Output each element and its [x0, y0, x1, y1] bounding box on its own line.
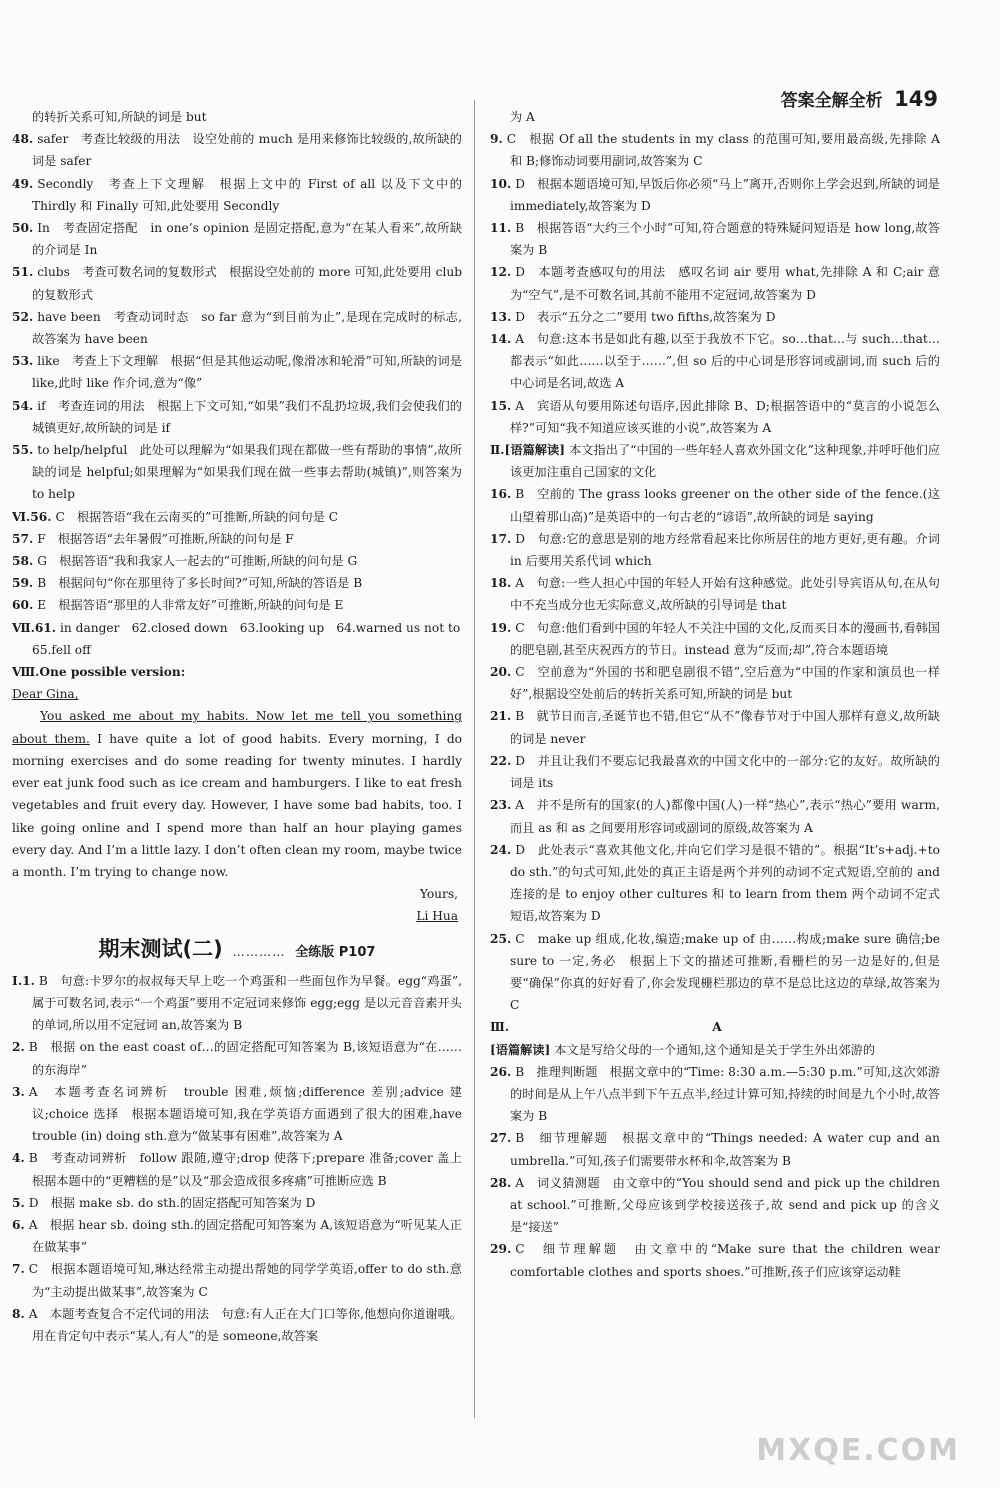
answer-text: 65.fell off — [32, 642, 91, 657]
answer-text: safer 考查比较级的用法 设空处前的 much 是用来修饰比较级的,故所缺的词是 safer — [32, 132, 462, 169]
answer-number: 19. — [490, 620, 512, 635]
answer-text: A 词义猜测题 由文章中的“You should send and pick up the children at school.”可推断,父母应该到学校接送孩子,故 send and pick up 的含义是“接送” — [510, 1175, 940, 1235]
answer-text: B 根据问句“你在那里待了多长时间?”可知,所缺的答语是 B — [37, 576, 363, 591]
letter-signature: Li Hua — [416, 909, 458, 924]
answer-number: 14. — [490, 332, 512, 347]
answer-number: 22. — [490, 753, 512, 768]
answer-item — [490, 328, 940, 395]
answer-item — [12, 594, 462, 616]
answer-item — [12, 528, 462, 550]
answer-text: if 考查连词的用法 根据上下文可知,“如果”我们不乱扔垃圾,我们会使我们的城镇更好,故所缺的词是 if — [32, 398, 462, 435]
answer-number: 48. — [12, 132, 34, 147]
answer-number: 52. — [12, 309, 34, 324]
letter-body — [12, 705, 462, 883]
answer-number: 27. — [490, 1131, 512, 1146]
answer-item — [12, 106, 462, 128]
answer-number: 11. — [490, 221, 512, 236]
answer-item — [12, 217, 462, 261]
answer-text: in danger 62.closed down 63.looking up 64.warned us not to — [60, 620, 461, 635]
writing-heading: Ⅷ.One possible version: — [12, 665, 186, 680]
answer-number: 3. — [12, 1084, 25, 1099]
answer-item — [490, 705, 940, 749]
answer-number: 24. — [490, 842, 512, 857]
answer-item — [490, 106, 940, 128]
answer-item — [12, 1147, 475, 1191]
answer-text: Secondly 考查上下文理解 根据上文中的 First of all 以及下文中的 Thirdly 和 Finally 可知,此处要用 Secondly — [32, 176, 462, 213]
answer-text: 的转折关系可知,所缺的词是 but — [32, 110, 207, 124]
passage-text-2: 本文是写给父母的一个通知,这个通知是关于学生外出郊游的 — [554, 1042, 876, 1057]
answer-number: 13. — [490, 309, 512, 324]
answer-item — [490, 1127, 940, 1171]
answer-number: 58. — [12, 554, 34, 569]
test-title: 期末测试(二) — [98, 936, 223, 961]
answer-text: B 根据 on the east coast of…的固定搭配可知答案为 B,该短语意为“在……的东海岸” — [28, 1040, 462, 1077]
answer-list-part1 — [12, 106, 462, 661]
section-3-letter: A — [712, 1020, 722, 1035]
answer-item — [490, 572, 940, 616]
answer-item — [12, 506, 462, 528]
answer-item — [490, 306, 940, 328]
answer-number: 21. — [490, 709, 512, 724]
letter-closing: Yours, — [419, 887, 458, 902]
answer-text: 为 A — [510, 110, 535, 124]
answer-item — [12, 617, 462, 639]
passage-label-2: [语篇解读] — [490, 1042, 551, 1057]
answer-text: have been 考查动词时态 so far 意为“到目前为止”,是现在完成时的标志,故答案为 have been — [32, 309, 462, 347]
answer-item — [12, 1192, 462, 1214]
answer-text: B 推理判断题 根据文章中的“Time: 8:30 a.m.—5:30 p.m.”可知,这次郊游的时间是从上午八点半到下午五点半,经过计算可知,持续的时间是九个小时,故答案为 B — [510, 1064, 940, 1124]
column-divider — [474, 100, 475, 1418]
answer-text: C 句意:他们看到中国的年轻人不关注中国的文化,反而买日本的漫画书,看韩国的肥皂剧,甚至庆祝西方的节日。instead 意为“反而;却”,符合本题语境 — [510, 620, 940, 657]
answer-number: 50. — [12, 221, 34, 236]
answer-number: 23. — [490, 798, 512, 813]
section-3-heading: Ⅲ. A — [490, 1016, 940, 1038]
answer-text: C 根据本题语境可知,琳达经常主动提出帮她的同学学英语,offer to do sth.意为“主动提出做某事”,故答案为 C — [28, 1262, 462, 1299]
answer-text: A 并不是所有的国家(的人)都像中国(人)一样“热心”,表示“热心”要用 warm,而且 as 和 as 之间要用形容词或副词的原级,故答案为 A — [510, 798, 940, 835]
answer-item — [12, 350, 462, 394]
answer-text: D 此处表示“喜欢其他文化,并向它们学习是很不错的”。根据“It’s+adj.+to do sth.”的句式可知,此处的真正主语是两个并列的动词不定式短语,空前的 and 连接的是 to enjoy other cultures 和 to learn from them 两个动词不定式短语,故答案为 D — [510, 842, 940, 924]
answer-list-part3 — [490, 106, 940, 439]
answer-item — [490, 261, 940, 305]
answer-item — [490, 617, 940, 661]
test-title-dots: ………… — [232, 944, 286, 959]
answer-item — [490, 1172, 940, 1239]
answer-text: B 考查动词辨析 follow 跟随,遵守;drop 使落下;prepare 准备;cover 盖上 根据本题中的“更糟糕的是”以及“那会造成很多疼痛”可推断应选 B — [28, 1151, 475, 1188]
answer-number: 54. — [12, 398, 34, 413]
answer-item — [12, 1214, 462, 1258]
answer-item — [12, 306, 462, 350]
answer-item — [490, 750, 940, 794]
answer-number: 2. — [12, 1040, 25, 1055]
answer-item — [490, 128, 940, 172]
answer-number: Ⅵ.56. — [12, 509, 52, 524]
answer-text: C 细节理解题 由文章中的“Make sure that the children wear comfortable clothes and sports shoes.”可推断,孩子们应该穿运动鞋 — [510, 1242, 940, 1279]
test-title-bar — [12, 938, 462, 964]
answer-item — [12, 1036, 462, 1080]
answer-text: D 并且让我们不要忘记我最喜欢的中国文化中的一部分:它的友好。故所缺的词是 its — [510, 753, 940, 791]
answer-text: C 根据答语“我在云南买的”可推断,所缺的问句是 C — [55, 509, 339, 524]
answer-text: A 根据 hear sb. doing sth.的固定搭配可知答案为 A,该短语意为“听见某人正在做某事” — [28, 1217, 462, 1255]
passage-summary-2 — [490, 1039, 940, 1061]
passage-summary-1 — [490, 439, 940, 483]
answer-text: B 根据答语“大约三个小时”可知,符合题意的特殊疑问短语是 how long,故答案为 B — [510, 221, 940, 258]
letter-body-rest: I have quite a lot of good habits. Every morning, I do morning exercises and do some reading for twenty minutes. I hardly ever eat junk food such as ice cream and hamburgers. I like to eat fresh vegetables and fruit every day. However, I have some bad habits, too. I like going online and I spend more than half an hour playing games every day. And I’m a little lazy. I don’t often clean my room, maybe twice a month. I’m trying to change now. — [12, 731, 462, 879]
page-number: 149 — [894, 87, 938, 111]
header-title: 答案全解全析 — [780, 91, 883, 111]
watermark-logo: MXQE.COM — [756, 1433, 960, 1468]
answer-item — [12, 639, 462, 661]
answer-list-part2 — [12, 970, 475, 1347]
answer-number: 20. — [490, 665, 512, 680]
answer-item — [490, 839, 940, 928]
answer-text: like 考查上下文理解 根据“但是其他运动呢,像滑冰和轮滑”可知,所缺的词是 like,此时 like 作介词,意为“像” — [32, 354, 462, 391]
answer-item — [12, 395, 462, 439]
answer-number: 25. — [490, 931, 512, 946]
answer-text: C 空前意为“外国的书和肥皂剧很不错”,空后意为“中国的作家和演员也一样好”,根据设空处前后的转折关系可知,所缺的词是 but — [510, 665, 940, 702]
answer-text: A 句意:这本书是如此有趣,以至于我放不下它。so…that…与 such…that…都表示“如此……以至于……”,但 so 后的中心词是形容词或副词,而 such 后的中心词是名词,故选 A — [510, 332, 940, 391]
answer-number: 10. — [490, 176, 512, 191]
answer-number: 49. — [12, 176, 34, 191]
answer-item — [12, 1081, 462, 1148]
answer-number: 7. — [12, 1262, 25, 1277]
answer-number: 55. — [12, 443, 34, 458]
answer-text: to help/helpful 此处可以理解为“如果我们现在都做一些有帮助的事情”,故所缺的词是 helpful;如果理解为“如果我们现在做一些事去帮助(城镇)”,则答案为 to help — [32, 443, 462, 502]
letter-greeting: Dear Gina, — [12, 687, 79, 702]
answer-number: 6. — [12, 1217, 25, 1232]
answer-text: E 根据答语“那里的人非常友好”可推断,所缺的问句是 E — [37, 598, 344, 613]
answer-text: C 根据 Of all the students in my class 的范围可知,要用最高级,先排除 A 和 B;修饰动词要用副词,故答案为 C — [506, 132, 940, 169]
answer-number: 53. — [12, 354, 34, 369]
left-column — [12, 106, 475, 1347]
answer-text: D 句意:它的意思是别的地方经常看起来比你所居住的地方更好,更有趣。介词 in 后要用关系代词 which — [510, 531, 940, 569]
answer-item — [490, 217, 940, 261]
test-edition: 全练版 P107 — [295, 944, 376, 960]
answer-text: C make up 组成,化妆,编造;make up of 由……构成;make sure 确信;be sure to 一定,务必 根据上下文的描述可推断,看栅栏的另一边是好的,但是要“确保”你真的好好看了,你会发现栅栏那边的草不是总比这边的草绿,故答案为 C — [510, 931, 940, 1013]
answer-number: 51. — [12, 265, 34, 280]
answer-item — [490, 395, 940, 439]
answer-number: 16. — [490, 487, 512, 502]
answer-text: A 本题考查名词辨析 trouble 困难,烦恼;difference 差别;advice 建议;choice 选择 根据本题语境可知,我在学英语方面遇到了很大的困难,have trouble (in) doing sth.意为“做某事有困难”,故答案为 A — [28, 1084, 462, 1144]
answer-number: 60. — [12, 598, 34, 613]
answer-number: 26. — [490, 1064, 512, 1079]
answer-text: F 根据答语“去年暑假”可推断,所缺的问句是 F — [37, 531, 294, 546]
answer-text: B 细节理解题 根据文章中的“Things needed: A water cup and an umbrella.”可知,孩子们需要带水杯和伞,故答案为 B — [510, 1131, 940, 1168]
answer-item — [12, 550, 462, 572]
answer-item — [490, 928, 940, 1017]
answer-list-part5 — [490, 1061, 940, 1283]
answer-text: B 就节日而言,圣诞节也不错,但它“从不”像春节对于中国人那样有意义,故所缺的词是 never — [510, 709, 940, 746]
answer-text: In 考查固定搭配 in one’s opinion 是固定搭配,意为“在某人看来”,故所缺的介词是 In — [32, 221, 462, 258]
answer-list-part4 — [490, 483, 940, 1016]
answer-item — [490, 528, 940, 572]
answer-item — [490, 483, 940, 527]
answer-text: A 宾语从句要用陈述句语序,因此排除 B、D;根据答语中的“莫言的小说怎么样?”可知“我不知道应该买谁的小说”,故答案为 A — [510, 398, 940, 435]
answer-text: G 根据答语“我和我家人一起去的”可推断,所缺的问句是 G — [37, 554, 358, 569]
answer-item — [490, 1061, 940, 1128]
answer-number: 4. — [12, 1151, 25, 1166]
answer-text: B 句意:卡罗尔的叔叔每天早上吃一个鸡蛋和一些面包作为早餐。egg“鸡蛋”,属于可数名词,表示“一个鸡蛋”要用不定冠词来修饰 egg;egg 是以元音音素开头的单词,所以用不定冠词 an,故答案为 B — [32, 973, 463, 1033]
answer-number: 5. — [12, 1195, 25, 1210]
answer-text: D 根据本题语境可知,早饭后你必须“马上”离开,否则你上学会迟到,所缺的词是 immediately,故答案为 D — [510, 176, 940, 213]
passage-text-1: 本文指出了“中国的一些年轻人喜欢外国文化”这种现象,并呼吁他们应该更加注重自己国家的文化 — [510, 443, 940, 480]
answer-item — [490, 661, 940, 705]
answer-text: A 本题考查复合不定代词的用法 句意:有人正在大门口等你,他想向你道谢哦。用在肯定句中表示“某人,有人”的是 someone,故答案 — [28, 1306, 462, 1343]
answer-item — [12, 1303, 462, 1347]
answer-item — [490, 1238, 940, 1282]
letter-body-underlined: You asked me about my habits. Now let me tell you something about them. — [12, 709, 462, 746]
answer-number: 59. — [12, 576, 34, 591]
answer-item — [490, 173, 940, 217]
answer-number: Ⅰ.1. — [12, 973, 35, 988]
answer-item — [12, 572, 462, 594]
answer-item — [12, 261, 462, 305]
answer-number: 15. — [490, 398, 512, 413]
answer-text: D 表示“五分之二”要用 two fifths,故答案为 D — [515, 309, 776, 324]
answer-number: 28. — [490, 1175, 512, 1190]
answer-number: 57. — [12, 531, 34, 546]
answer-text: D 根据 make sb. do sth.的固定搭配可知答案为 D — [28, 1195, 316, 1210]
answer-text: B 空前的 The grass looks greener on the other side of the fence.(这山望着那山高)”是英语中的一句古老的“谚语”,故所缺的词是 saying — [510, 487, 940, 524]
right-column — [490, 106, 940, 1283]
answer-item — [12, 439, 462, 506]
answer-item — [12, 970, 462, 1037]
answer-number: 17. — [490, 531, 512, 546]
passage-label-1: Ⅱ.[语篇解读] — [490, 443, 566, 458]
answer-number: 8. — [12, 1306, 25, 1321]
answer-text: A 句意:一些人担心中国的年轻人开始有这种感觉。此处引导宾语从句,在从句中不充当成分也无实际意义,故所缺的引导词是 that — [510, 576, 940, 613]
answer-item — [12, 1258, 462, 1302]
answer-item — [12, 173, 462, 217]
answer-item — [490, 794, 940, 838]
answer-text: clubs 考查可数名词的复数形式 根据设空处前的 more 可知,此处要用 club 的复数形式 — [32, 265, 462, 302]
writing-sample — [12, 661, 462, 927]
answer-text: D 本题考查感叹句的用法 感叹名词 air 要用 what,先排除 A 和 C;air 意为“空气”,是不可数名词,其前不能用不定冠词,故答案为 D — [510, 265, 940, 302]
answer-item — [12, 128, 462, 172]
answer-number: 12. — [490, 265, 512, 280]
answer-number: 18. — [490, 576, 512, 591]
answer-number: 29. — [490, 1242, 512, 1257]
answer-number: 9. — [490, 132, 503, 147]
answer-number: Ⅶ.61. — [12, 620, 57, 635]
